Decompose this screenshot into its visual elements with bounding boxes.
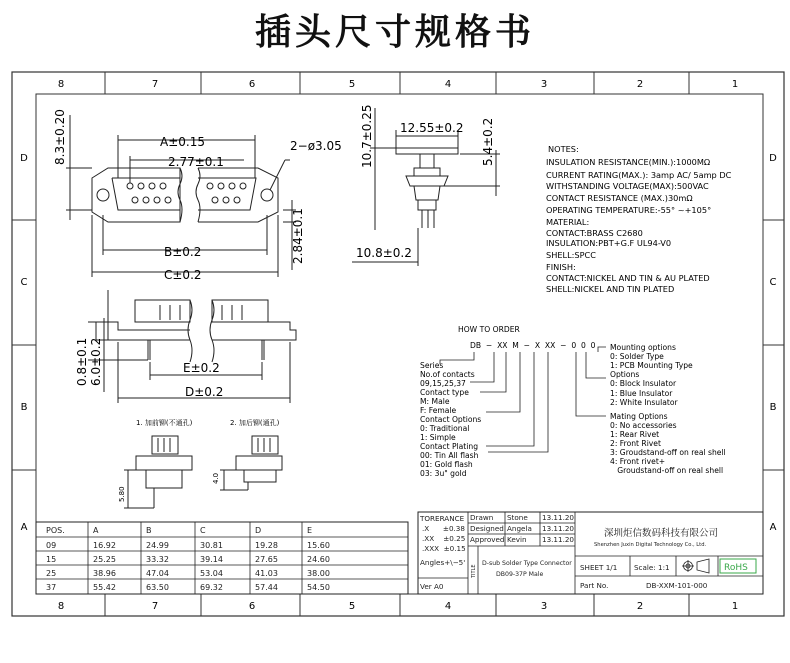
version: Ver A0	[420, 582, 444, 591]
part-no-label: Part No.	[580, 581, 609, 590]
col-label: 7	[151, 601, 159, 612]
dim-c: C±0.2	[164, 268, 202, 282]
row-label: C	[20, 277, 28, 288]
part-model: DB09-37P Male	[496, 571, 544, 578]
role-date: 13.11.20	[542, 513, 575, 522]
table-cell: 33.32	[146, 555, 169, 564]
order-right-line: Options	[610, 370, 640, 379]
position-table	[36, 522, 408, 594]
dim-pitch: 2.77±0.1	[168, 155, 224, 169]
order-right-line: 0: Solder Type	[610, 352, 664, 361]
tolerance-line: .XX ±0.25	[422, 534, 466, 543]
dim-h2: 2.84±0.1	[291, 208, 305, 264]
order-code: DB − XX M − X XX − 0 0 0	[470, 341, 596, 350]
order-left-line: Contact Plating	[420, 442, 479, 451]
order-left-line: 03: 3u" gold	[420, 469, 467, 478]
order-right-line: 0: Block Insulator	[610, 379, 677, 388]
role-date: 13.11.20	[542, 535, 575, 544]
detail-h1: 5.80	[118, 486, 126, 502]
role-label: Drawn	[470, 513, 494, 522]
note-line: SHELL:NICKEL AND TIN PLATED	[546, 284, 675, 294]
table-header: B	[146, 526, 152, 535]
col-label: 7	[151, 79, 159, 90]
dim-side-h1: 10.7±0.25	[360, 104, 374, 168]
order-right-line: 4: Front rivet+	[610, 457, 666, 466]
table-cell: 24.99	[146, 541, 169, 550]
note-line: MATERIAL:	[546, 217, 590, 227]
tolerance-line: .X ±0.38	[422, 524, 465, 533]
table-cell: 41.03	[255, 569, 278, 578]
order-leader-lines	[440, 347, 606, 452]
order-left-line: M: Male	[420, 397, 450, 406]
order-right-line: Mounting options	[610, 343, 676, 352]
angles-tolerance: Angles+\−5'	[420, 558, 466, 567]
table-cell: 15	[46, 555, 57, 564]
col-label: 1	[731, 601, 739, 612]
table-header: D	[255, 526, 262, 535]
order-right-line: Mating Options	[610, 412, 668, 421]
dim-lead2: 6.0±0.2	[89, 337, 103, 386]
row-label: D	[769, 153, 777, 164]
table-cell: 63.50	[146, 583, 169, 592]
col-label: 3	[540, 79, 548, 90]
table-cell: 54.50	[307, 583, 330, 592]
col-label: 8	[57, 79, 65, 90]
notes-block	[546, 144, 732, 294]
role-name: Kevin	[507, 535, 527, 544]
order-left-line: 01: Gold flash	[420, 460, 473, 469]
table-cell: 30.81	[200, 541, 223, 550]
row-label: C	[769, 277, 777, 288]
order-right-line: 2: Front Rivet	[610, 439, 661, 448]
table-cell: 37	[46, 583, 57, 592]
part-description: D-sub Solder Type Connector	[482, 560, 572, 567]
table-header: C	[200, 526, 206, 535]
detail-label-1: 1. 加前铆(不通孔)	[136, 419, 193, 427]
note-line: INSULATION RESISTANCE(MIN.):1000MΩ	[546, 157, 711, 167]
table-cell: 53.04	[200, 569, 223, 578]
table-cell: 57.44	[255, 583, 278, 592]
order-left-line: 00: Tin All flash	[420, 451, 479, 460]
col-label: 8	[57, 601, 65, 612]
col-label: 5	[348, 79, 356, 90]
note-line: CONTACT:BRASS C2680	[546, 228, 643, 238]
note-line: INSULATION:PBT+G.F UL94-V0	[546, 238, 672, 248]
table-cell: 16.92	[93, 541, 116, 550]
table-cell: 38.96	[93, 569, 116, 578]
row-label: A	[20, 522, 28, 533]
row-label: D	[20, 153, 28, 164]
order-left-line: 1: Simple	[420, 433, 456, 442]
order-right-line: Groudstand-off on real shell	[610, 466, 724, 475]
role-date: 13.11.20	[542, 524, 575, 533]
order-right-line: 1: PCB Mounting Type	[610, 361, 693, 370]
row-label: B	[20, 402, 28, 413]
col-label: 1	[731, 79, 739, 90]
order-heading: HOW TO ORDER	[458, 325, 520, 334]
order-right-line: 1: Rear Rivet	[610, 430, 660, 439]
note-line: WITHSTANDING VOLTAGE(MAX):500VAC	[546, 181, 709, 191]
section-dims	[75, 338, 223, 399]
table-header: POS.	[46, 526, 65, 535]
front-dims	[53, 109, 342, 282]
dim-side-bottom: 10.8±0.2	[356, 246, 412, 260]
table-header: A	[93, 526, 99, 535]
table-header: E	[307, 526, 313, 535]
col-label: 4	[444, 601, 452, 612]
col-label: 2	[636, 79, 644, 90]
dim-h1: 8.3±0.20	[53, 109, 67, 165]
table-cell: 27.65	[255, 555, 278, 564]
col-label: 4	[444, 79, 452, 90]
table-cell: 39.14	[200, 555, 223, 564]
table-cell: 24.60	[307, 555, 330, 564]
part-no: DB-XXM-101-000	[646, 581, 708, 590]
role-name: Angela	[507, 524, 532, 533]
table-cell: 55.42	[93, 583, 116, 592]
detail-label-2: 2. 加后铆(通孔)	[230, 419, 280, 427]
table-cell: 69.32	[200, 583, 223, 592]
order-right-line: 1: Blue Insulator	[610, 389, 673, 398]
dim-b: B±0.2	[164, 245, 202, 259]
note-line: CONTACT RESISTANCE (MAX.)30mΩ	[546, 193, 693, 203]
note-line: CURRENT RATING(MAX.): 3amp AC/ 5amp DC	[546, 170, 732, 180]
order-left-line: 09,15,25,37	[420, 379, 466, 388]
dim-holes: 2−ø3.05	[290, 139, 342, 153]
company-name-en: Shenzhen Juxin Digital Technology Co., Ltd.	[594, 542, 707, 548]
dim-side-w: 12.55±0.2	[400, 121, 464, 135]
row-label: B	[769, 402, 777, 413]
title-block	[418, 512, 763, 594]
dim-side-h2: 5.4±0.2	[481, 117, 495, 166]
note-line: FINISH:	[546, 262, 576, 272]
dim-e: E±0.2	[183, 361, 220, 375]
note-line: OPERATING TEMPERATURE:-55° ~+105°	[546, 205, 712, 215]
order-right-line: 2: White Insulator	[610, 398, 678, 407]
page-title: 插头尺寸规格书	[254, 12, 535, 53]
col-label: 6	[248, 79, 256, 90]
tolerance-heading: TORERANCE	[420, 514, 465, 523]
scale: Scale: 1:1	[634, 563, 670, 572]
table-cell: 19.28	[255, 541, 278, 550]
table-cell: 09	[46, 541, 57, 550]
order-left-line: 0: Traditional	[420, 424, 470, 433]
role-label: Designed	[470, 524, 504, 533]
note-line: CONTACT:NICKEL AND TIN & AU PLATED	[546, 273, 710, 283]
col-label: 5	[348, 601, 356, 612]
table-cell: 47.04	[146, 569, 169, 578]
role-name: Stone	[507, 513, 528, 522]
sheet-number: SHEET 1/1	[580, 563, 618, 572]
projection-symbol-icon	[682, 559, 709, 573]
detail-sketches	[124, 436, 282, 508]
rohs-label: RoHS	[724, 563, 748, 573]
side-dims	[356, 105, 495, 261]
note-line: SHELL:SPCC	[546, 250, 596, 260]
order-left-line: Series	[420, 361, 444, 370]
note-line: NOTES:	[548, 144, 579, 154]
table-cell: 38.00	[307, 569, 330, 578]
row-label: A	[769, 522, 777, 533]
order-left-line: No.of contacts	[420, 370, 475, 379]
order-left-line: Contact type	[420, 388, 469, 397]
table-cell: 25.25	[93, 555, 116, 564]
col-label: 6	[248, 601, 256, 612]
detail-h2: 4.0	[212, 472, 220, 484]
col-label: 3	[540, 601, 548, 612]
tolerance-line: .XXX ±0.15	[422, 544, 466, 553]
table-cell: 25	[46, 569, 57, 578]
role-label: Approved	[470, 535, 505, 544]
how-to-order	[420, 325, 726, 478]
detail-labels	[118, 418, 280, 502]
order-left-line: Contact Options	[420, 415, 482, 424]
table-cell: 15.60	[307, 541, 330, 550]
order-left-line: F: Female	[420, 406, 457, 415]
order-right-line: 0: No accessories	[610, 421, 677, 430]
col-label: 2	[636, 601, 644, 612]
order-right-line: 3: Groudstand-off on real shell	[610, 448, 726, 457]
dim-a: A±0.15	[160, 135, 205, 149]
dim-d: D±0.2	[185, 385, 224, 399]
dim-lead1: 0.8±0.1	[75, 337, 89, 386]
title-label: TITLE	[471, 564, 477, 578]
company-name-cn: 深圳炬信数码科技有限公司	[604, 528, 719, 539]
